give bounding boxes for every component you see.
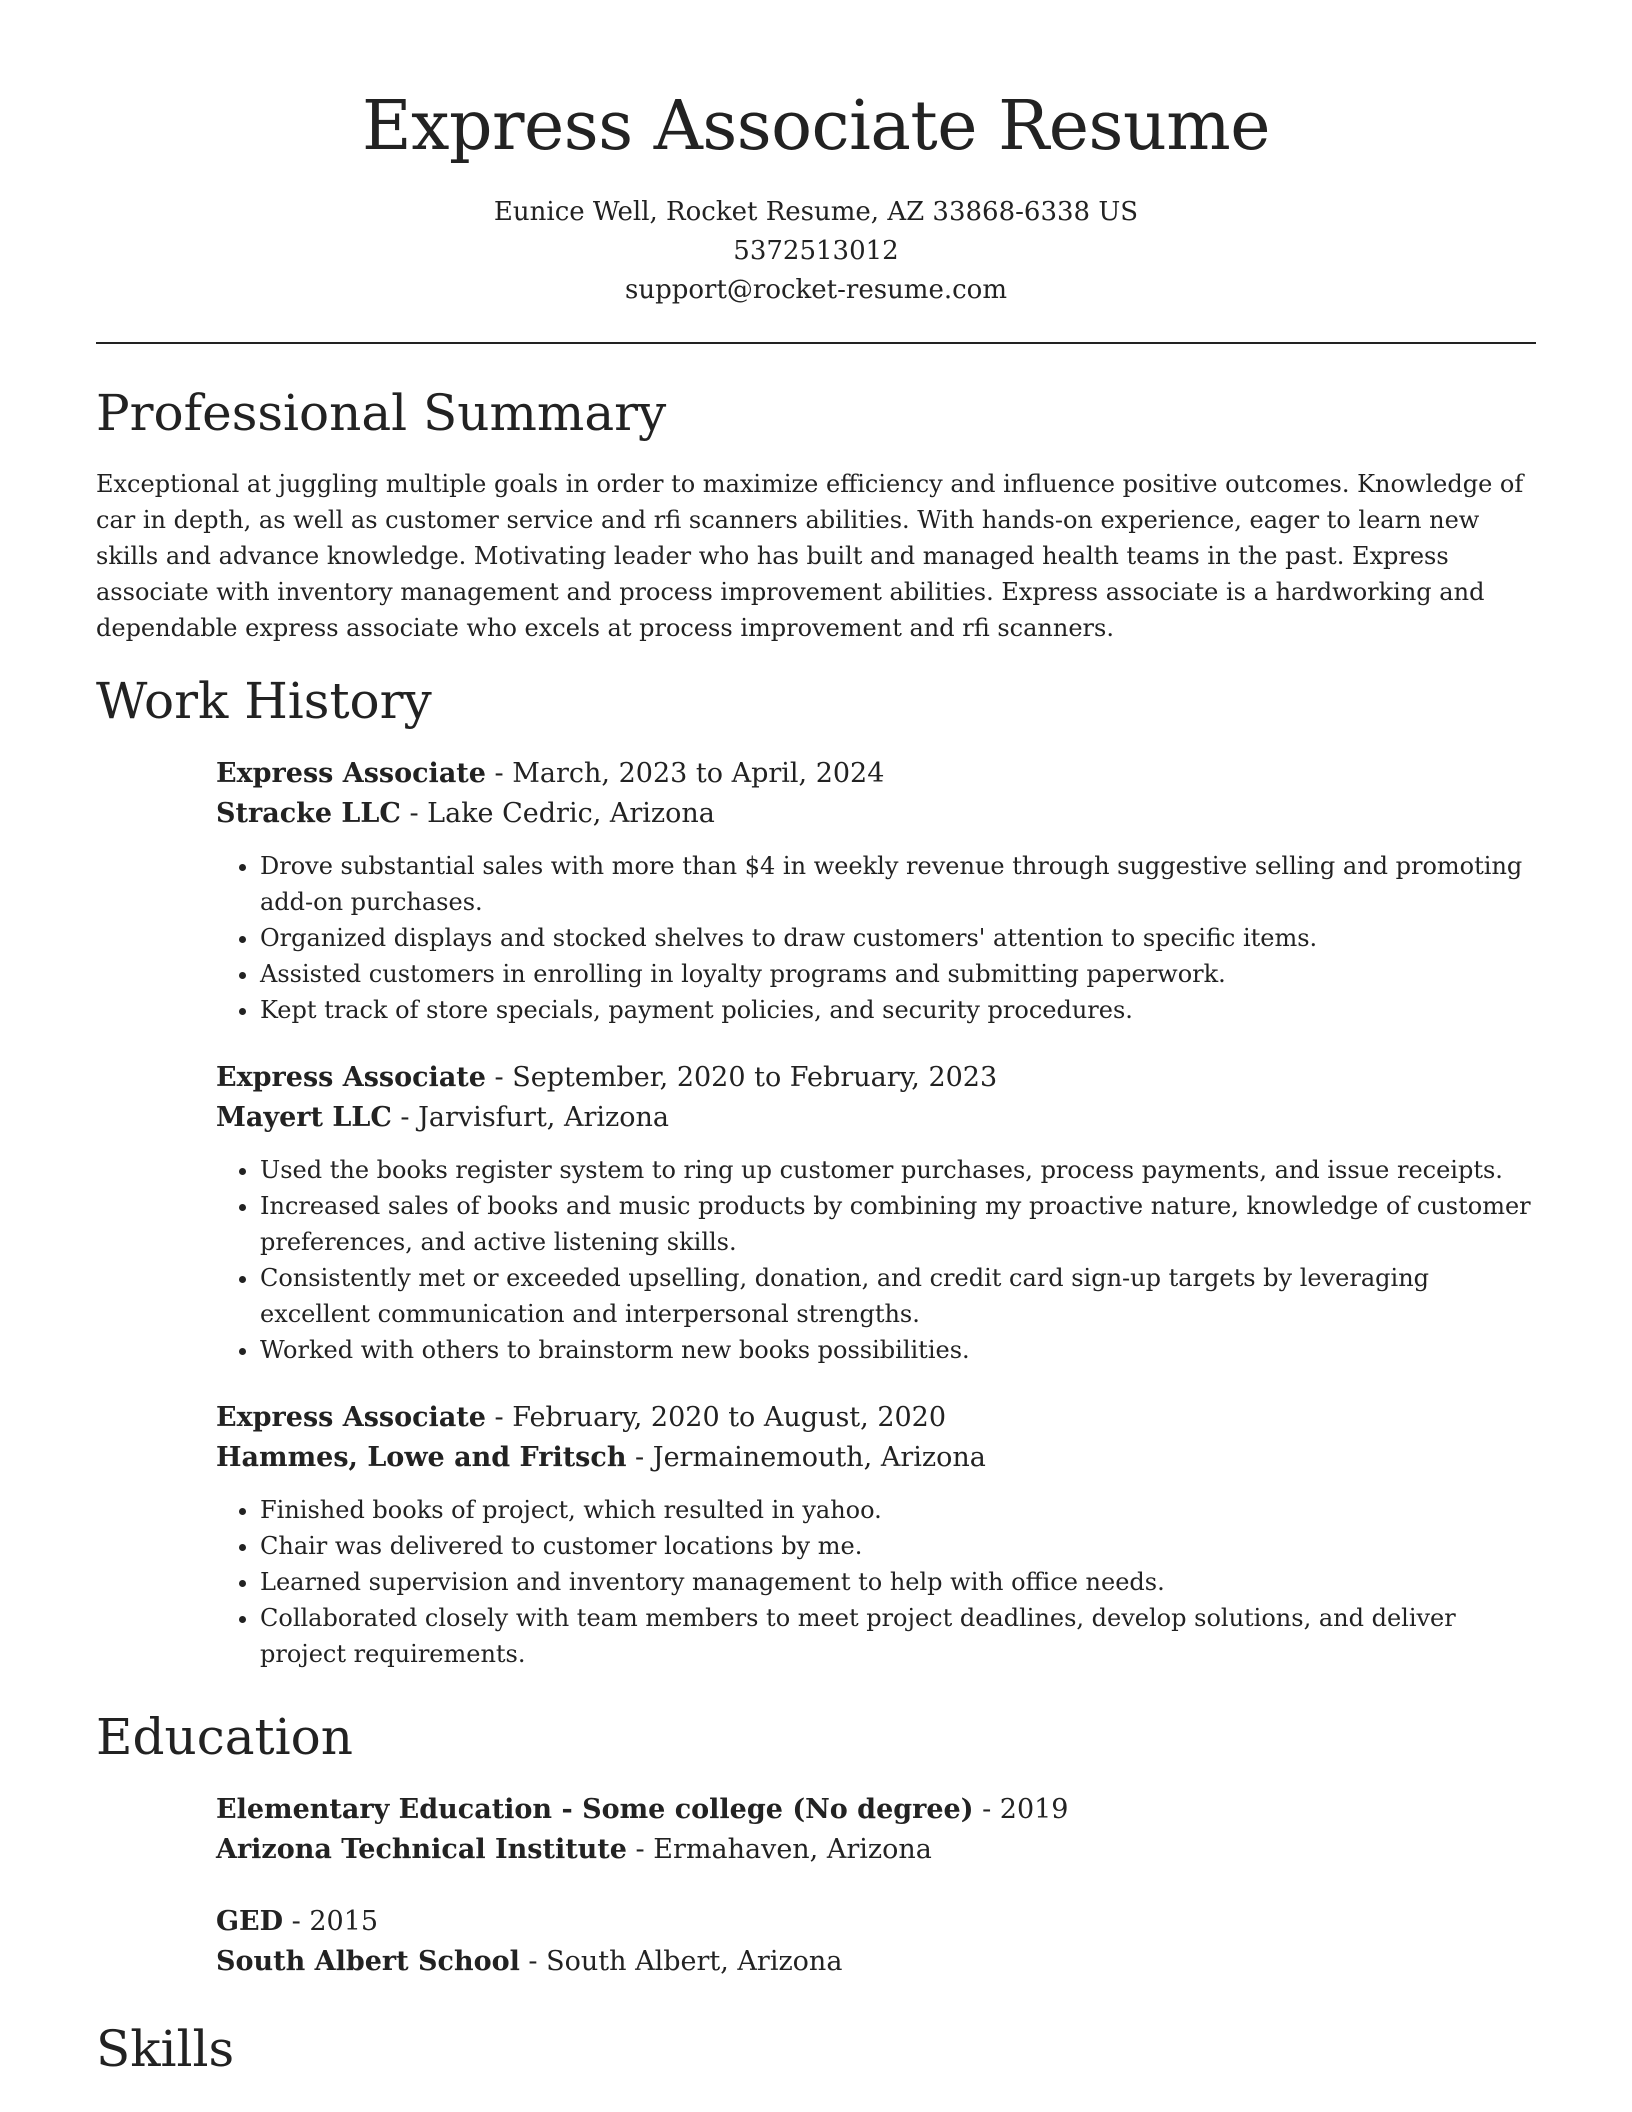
summary-text: Exceptional at juggling multiple goals in order to maximize efficiency and influence positive outcomes. Knowledge of car in depth, as well as customer service and rfi scanners abilities. With hands-on experience, eager to learn new skills and advance knowledge. Motivating leader who has built and managed health teams in the past. Express associate with inventory management and process improvement abilities. Express associate is a hardworking and dependable express associate who excels at process improvement and rfi scanners. [96, 470, 1524, 642]
skills-heading: Skills [96, 2020, 235, 2078]
education-degree-line [216, 1902, 1536, 1942]
job-bullet: • Learned supervision and inventory management to help with office needs. [260, 1564, 1536, 1600]
education-entry [216, 1902, 1536, 1982]
job-company-line [216, 1438, 1536, 1478]
education-location: - South Albert, Arizona [519, 1946, 843, 1977]
job-company: Hammes, Lowe and Fritsch [216, 1442, 627, 1473]
contact-phone: 5372513012 [733, 236, 899, 266]
education-degree-line [216, 1790, 1536, 1830]
education-entry [216, 1790, 1536, 1870]
resume-body [96, 378, 1536, 2102]
resume-title: Express Associate Resume [362, 87, 1270, 166]
job-bullet: • Increased sales of books and music products by combining my proactive nature, knowledge of customer preferences, and active listening skills. [260, 1188, 1536, 1260]
job-bullet: • Chair was delivered to customer locations by me. [260, 1528, 1536, 1564]
job-bullet: • Used the books register system to ring up customer purchases, process payments, and issue receipts. [260, 1152, 1536, 1188]
education-school: Arizona Technical Institute [216, 1834, 627, 1865]
resume-header [0, 0, 1632, 310]
job-company-line [216, 794, 1536, 834]
education-year: - 2019 [973, 1794, 1069, 1825]
job-dates: - March, 2023 to April, 2024 [485, 758, 885, 789]
job-title-line [216, 1398, 1536, 1438]
job-title: Express Associate [216, 1402, 486, 1433]
job-bullets [216, 848, 1536, 1028]
job-title: Express Associate [216, 1062, 486, 1093]
job-bullet: • Kept track of store specials, payment policies, and security procedures. [260, 992, 1536, 1028]
job-entry [216, 754, 1536, 1028]
job-entry [216, 1398, 1536, 1672]
summary-heading: Professional Summary [96, 384, 667, 442]
job-bullet: • Finished books of project, which resulted in yahoo. [260, 1492, 1536, 1528]
job-bullet: • Consistently met or exceeded upselling, donation, and credit card sign-up targets by leveraging excellent communication and interpersonal strengths. [260, 1260, 1536, 1332]
education-school-line [216, 1942, 1536, 1982]
education-school-line [216, 1830, 1536, 1870]
job-bullet: • Organized displays and stocked shelves to draw customers' attention to specific items. [260, 920, 1536, 956]
job-dates: - September, 2020 to February, 2023 [485, 1062, 998, 1093]
job-company: Mayert LLC [216, 1102, 392, 1133]
job-location: - Jarvisfurt, Arizona [391, 1102, 669, 1133]
education-degree: GED [216, 1906, 284, 1937]
education-degree: Elementary Education - Some college (No degree) [216, 1794, 974, 1825]
job-location: - Jermainemouth, Arizona [626, 1442, 986, 1473]
job-bullets [216, 1492, 1536, 1672]
job-company: Stracke LLC [216, 798, 401, 829]
contact-email: support@rocket-resume.com [624, 275, 1007, 305]
job-title-line [216, 1058, 1536, 1098]
job-title-line [216, 754, 1536, 794]
job-dates: - February, 2020 to August, 2020 [485, 1402, 947, 1433]
education-heading: Education [96, 1708, 353, 1766]
job-bullet: • Worked with others to brainstorm new books possibilities. [260, 1332, 1536, 1368]
job-title: Express Associate [216, 758, 486, 789]
job-company-line [216, 1098, 1536, 1138]
job-entry [216, 1058, 1536, 1368]
education-year: - 2015 [283, 1906, 379, 1937]
contact-block [0, 193, 1632, 310]
work-history-heading: Work History [96, 672, 432, 730]
job-bullets [216, 1152, 1536, 1368]
education-school: South Albert School [216, 1946, 520, 1977]
job-bullet: • Drove substantial sales with more than $4 in weekly revenue through suggestive selling and promoting add-on purchases. [260, 848, 1536, 920]
contact-address: Eunice Well, Rocket Resume, AZ 33868-6338 US [493, 197, 1139, 227]
education-location: - Ermahaven, Arizona [626, 1834, 932, 1865]
job-bullet: • Assisted customers in enrolling in loyalty programs and submitting paperwork. [260, 956, 1536, 992]
header-divider [96, 342, 1536, 344]
job-bullet: • Collaborated closely with team members to meet project deadlines, develop solutions, and deliver project requirements. [260, 1600, 1536, 1672]
job-location: - Lake Cedric, Arizona [400, 798, 715, 829]
